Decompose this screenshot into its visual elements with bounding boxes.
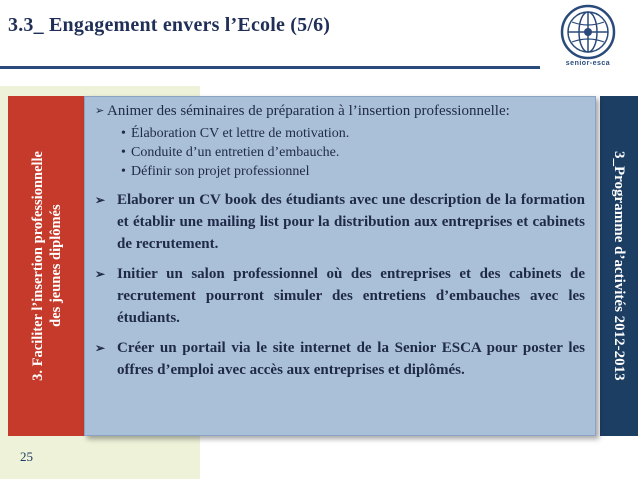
section-label-line1: 3. Faciliter l’insertion professionnelle: [30, 151, 46, 381]
list-item: [95, 337, 585, 381]
section-label: [8, 96, 86, 436]
content-box: [84, 96, 596, 436]
section-label-line2: des jeunes diplômés: [48, 204, 64, 328]
list-item: [95, 102, 585, 121]
program-label: 3_Programme d’activités 2012-2013: [611, 151, 627, 381]
globe-icon: [548, 4, 628, 60]
list-item: [95, 263, 585, 329]
list-item: [95, 189, 585, 255]
program-band: [600, 96, 638, 436]
bullet-icon: •: [121, 126, 126, 141]
sub-list-item: • Définir son projet professionnel: [121, 164, 310, 179]
senior-esca-logo: [548, 4, 628, 70]
list-item-text: Créer un portail via le site internet de la Senior ESCA pour poster les offres d’emploi avec accès aux entreprises et diplômés.: [117, 340, 585, 378]
bullet-icon: •: [121, 164, 126, 179]
list-item-text: Initier un salon professionnel où des entreprises et des cabinets de recrutement pourront simuler des entretiens d’embauches avec les étudiants.: [117, 266, 585, 326]
page-title: 3.3_ Engagement envers l’Ecole (5/6): [8, 14, 331, 36]
sub-list: [121, 124, 585, 181]
title-bar: [0, 0, 638, 66]
sub-list-item: • Élaboration CV et lettre de motivation.: [121, 126, 350, 141]
arrow-bullet-icon: ➢: [95, 341, 106, 355]
logo-caption: senior-esca: [565, 60, 611, 67]
list-item-text: Animer des séminaires de préparation à l’insertion professionnelle:: [107, 103, 510, 119]
arrow-bullet-icon: ➢: [95, 193, 106, 207]
list-item-text: Elaborer un CV book des étudiants avec une description de la formation et établir une mailing list pour la distribution aux entreprises et cabinets de recrutement.: [117, 192, 585, 252]
arrow-bullet-icon: ➢: [95, 105, 105, 117]
bullet-icon: •: [121, 145, 126, 160]
title-divider: [0, 66, 540, 69]
sub-list-item: • Conduite d’un entretien d’embauche.: [121, 145, 340, 160]
arrow-bullet-icon: ➢: [95, 267, 106, 281]
page-number: 25: [20, 449, 33, 464]
